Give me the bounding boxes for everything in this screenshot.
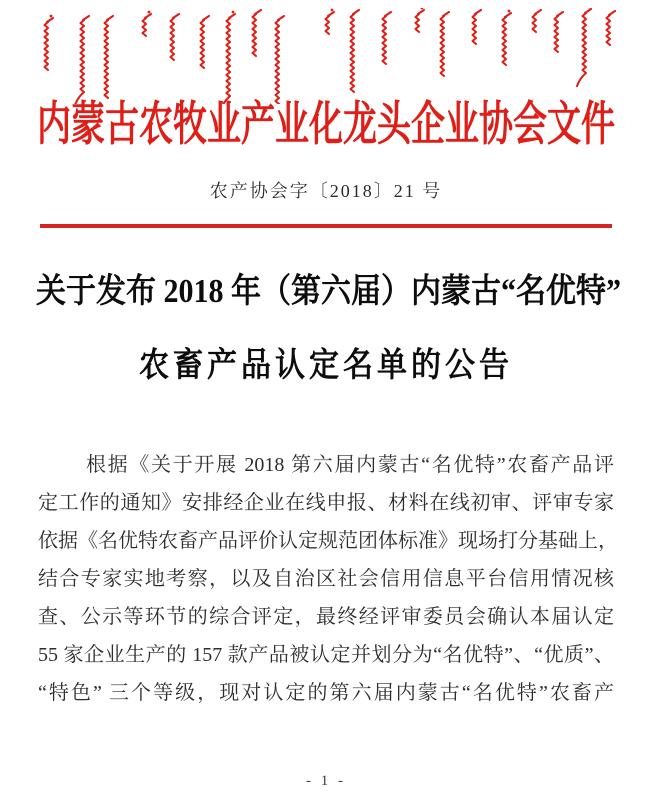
- red-divider: [40, 224, 612, 228]
- doc-number: 农产协会字〔2018〕21 号: [209, 181, 443, 201]
- doc-title-line2: 农畜产品认定名单的公告: [139, 346, 513, 384]
- body-line: 定工作的通知》安排经企业在线申报、材料在线初审、评审专家: [38, 492, 614, 514]
- body-line: 根据《关于开展 2018 第六届内蒙古“名优特”农畜产品评: [86, 454, 614, 476]
- body-line: “特色” 三个等级，现对认定的第六届内蒙古“名优特”农畜产: [38, 682, 614, 704]
- body-paragraph: [38, 446, 618, 712]
- doc-title: [36, 272, 621, 386]
- org-title: 内蒙古农牧业产业化龙头企业协会文件: [37, 99, 615, 151]
- page-number: - 1 -: [306, 773, 346, 789]
- body-line: 55 家企业生产的 157 款产品被认定并划分为“名优特”、“优质”、: [38, 644, 614, 666]
- body-line: 查、公示等环节的综合评定，最终经评审委员会确认本届认定: [38, 606, 614, 628]
- body-line: 依据《名优特农畜产品评价认定规范团体标准》现场打分基础上，: [38, 530, 618, 552]
- doc-title-line1: 关于发布 2018 年（第六届）内蒙古“名优特”: [36, 272, 621, 310]
- body-line: 结合专家实地考察，以及自治区社会信用信息平台信用情况核: [38, 568, 614, 590]
